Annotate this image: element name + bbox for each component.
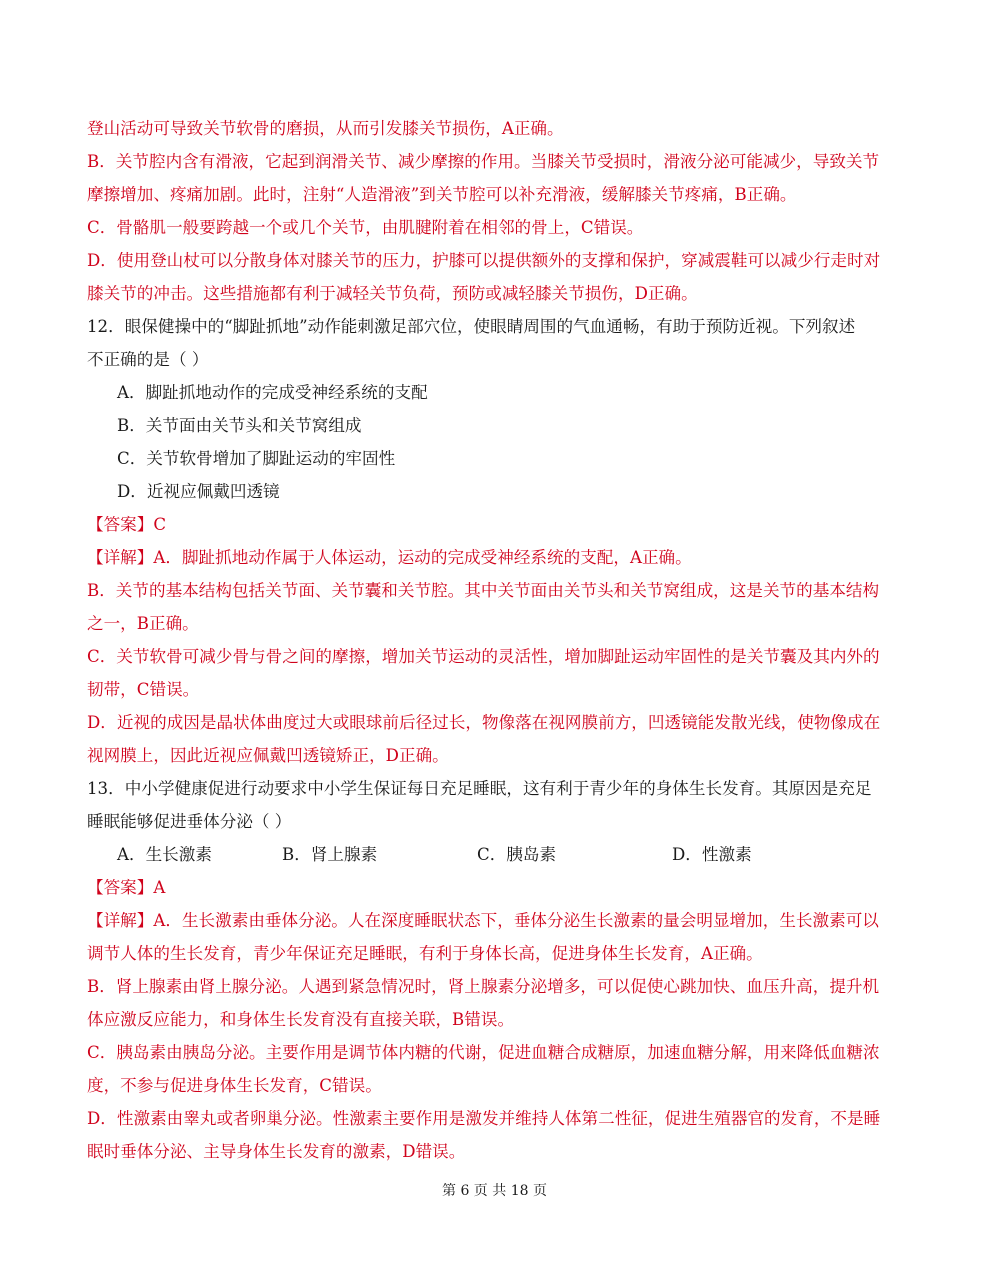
explanation-line: B．肾上腺素由肾上腺分泌。人遇到紧急情况时，肾上腺素分泌增多，可以促使心跳加快、血压升高，提升机 (87, 977, 880, 996)
answer-tag: 【答案】 (87, 878, 154, 897)
explanation-line: B．关节腔内含有滑液，它起到润滑关节、减少摩擦的作用。当膝关节受损时，滑液分泌可能减少，导致关节 (87, 152, 880, 171)
explanation-line: 度，不参与促进身体生长发育，C错误。 (87, 1076, 382, 1095)
question-13-option-b: B．肾上腺素 (282, 845, 378, 864)
explanation-line: D．性激素由睾丸或者卵巢分泌。性激素主要作用是激发并维持人体第二性征，促进生殖器官的发育，不是睡 (87, 1109, 881, 1128)
question-12-answer (87, 508, 895, 541)
explanation-line: 韧带，C错误。 (87, 680, 200, 699)
explanation-line: B．关节的基本结构包括关节面、关节囊和关节腔。其中关节面由关节头和关节窝组成，这是关节的基本结构 (87, 581, 880, 600)
detail-tag: 【详解】 (87, 548, 154, 567)
explanation-line: C．胰岛素由胰岛分泌。主要作用是调节体内糖的代谢，促进血糖合成糖原，加速血糖分解，用来降低血糖浓 (87, 1043, 880, 1062)
explanation-line: 登山活动可导致关节软骨的磨损，从而引发膝关节损伤，A正确。 (87, 119, 564, 138)
question-13-option-a: A．生长激素 (117, 845, 212, 864)
explanation-line: C．骨骼肌一般要跨越一个或几个关节，由肌腱附着在相邻的骨上，C错误。 (87, 218, 644, 237)
answer-value: C (153, 515, 167, 534)
explanation-line: D．近视的成因是晶状体曲度过大或眼球前后径过长，物像落在视网膜前方，凹透镜能发散光线，使物像成在 (87, 713, 881, 732)
explanation-line: 体应激反应能力，和身体生长发育没有直接关联，B错误。 (87, 1010, 515, 1029)
question-12-option-d: D．近视应佩戴凹透镜 (117, 482, 280, 501)
question-12-stem: 12．眼保健操中的“脚趾抓地”动作能刺激足部穴位，使眼睛周围的气血通畅，有助于预防近视。下列叙述 (87, 317, 856, 336)
detail-text: A．脚趾抓地动作属于人体运动，运动的完成受神经系统的支配，A正确。 (153, 548, 692, 567)
explanation-line: C．关节软骨可减少骨与骨之间的摩擦，增加关节运动的灵活性，增加脚趾运动牢固性的是关节囊及其内外的 (87, 647, 880, 666)
question-12-stem: 不正确的是（ ） (87, 350, 209, 369)
question-13-option-c: C．胰岛素 (477, 845, 557, 864)
question-12-detail (87, 541, 895, 574)
explanation-line: 膝关节的冲击。这些措施都有利于减轻关节负荷，预防或减轻膝关节损伤，D正确。 (87, 284, 698, 303)
explanation-line: 视网膜上，因此近视应佩戴凹透镜矫正，D正确。 (87, 746, 449, 765)
detail-text: A．生长激素由垂体分泌。人在深度睡眠状态下，垂体分泌生长激素的量会明显增加，生长激素可以 (153, 911, 879, 930)
explanation-line: 之一，B正确。 (87, 614, 199, 633)
page-content (87, 112, 895, 1168)
detail-tag: 【详解】 (87, 911, 154, 930)
question-12-option-c: C．关节软骨增加了脚趾运动的牢固性 (117, 449, 396, 468)
question-13-stem: 13．中小学健康促进行动要求中小学生保证每日充足睡眠，这有利于青少年的身体生长发育。其原因是充足 (87, 779, 872, 798)
explanation-line: 眠时垂体分泌、主导身体生长发育的激素，D错误。 (87, 1142, 466, 1161)
answer-value: A (153, 878, 166, 897)
question-13-answer (87, 871, 895, 904)
question-12-option-b: B．关节面由关节头和关节窝组成 (117, 416, 362, 435)
question-13-detail (87, 904, 895, 937)
question-13-option-d: D．性激素 (672, 845, 752, 864)
question-13-stem: 睡眠能够促进垂体分泌（ ） (87, 812, 292, 831)
question-13-options (87, 838, 895, 871)
question-12-option-a: A．脚趾抓地动作的完成受神经系统的支配 (117, 383, 428, 402)
explanation-line: 调节人体的生长发育，青少年保证充足睡眠，有利于身体长高，促进身体生长发育，A正确。 (87, 944, 763, 963)
explanation-line: D．使用登山杖可以分散身体对膝关节的压力，护膝可以提供额外的支撑和保护，穿减震鞋可以减少行走时对 (87, 251, 881, 270)
page-number: 第 6 页 共 18 页 (442, 1183, 547, 1199)
explanation-line: 摩擦增加、疼痛加剧。此时，注射“人造滑液”到关节腔可以补充滑液，缓解膝关节疼痛，B正确。 (87, 185, 797, 204)
answer-tag: 【答案】 (87, 515, 154, 534)
